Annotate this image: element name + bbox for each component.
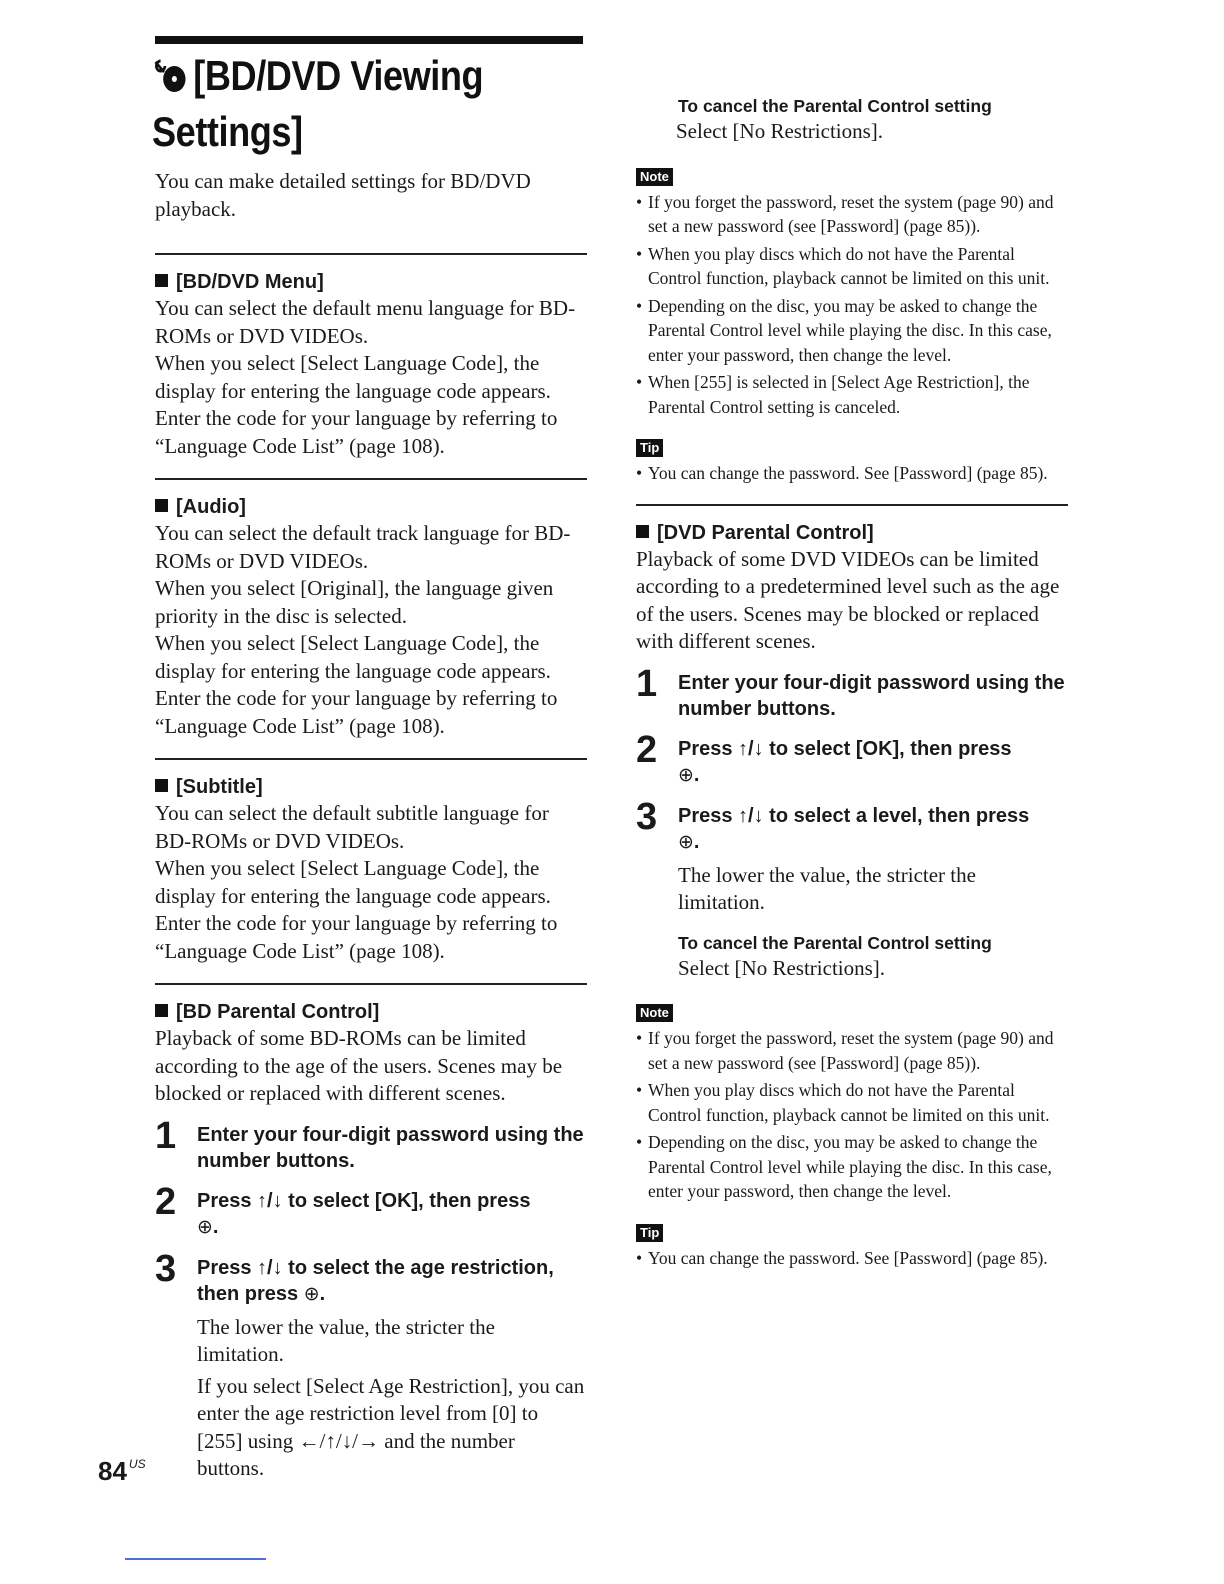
left-column xyxy=(155,168,587,1483)
step-number: 3 xyxy=(155,1247,177,1290)
section-heading: [BD/DVD Menu] xyxy=(176,271,324,293)
paragraph: When you select [Original], the language given priority in the disc is selected. xyxy=(155,576,554,628)
title-line-1: [BD/DVD Viewing xyxy=(193,52,484,99)
section-divider xyxy=(155,253,587,255)
section-dvd-parental-control xyxy=(636,520,1068,983)
tip-list xyxy=(636,461,1068,486)
bd-tip-block xyxy=(636,439,1068,486)
cancel-heading: To cancel the Parental Control setting xyxy=(678,932,992,953)
bd-note-block xyxy=(636,168,1068,420)
section-heading: [Subtitle] xyxy=(176,776,263,798)
paragraph: The lower the value, the stricter the limitation. xyxy=(678,862,976,914)
right-column xyxy=(636,94,1068,1273)
step-3: 3 Press ↑/↓ to select a level, then press ⊕. The lower the value, the stricter the limitation. xyxy=(636,803,1068,917)
section-divider xyxy=(155,758,587,760)
footer-rule xyxy=(125,1558,266,1560)
paragraph: If you select [Select Age Restriction], you can enter the age restriction level from [0] to [255] using ←/↑/↓/→ and the number buttons. xyxy=(197,1373,585,1480)
step-number: 3 xyxy=(636,795,658,838)
ok-button-icon: ⊕ xyxy=(303,1283,320,1305)
bullet-square-icon xyxy=(155,499,168,512)
step-instruction: Enter your four-digit password using the number buttons. xyxy=(197,1123,584,1172)
page-title xyxy=(152,50,530,158)
dvd-tip-block xyxy=(636,1224,1068,1271)
section-bd-parental-control xyxy=(155,999,587,1483)
note-item: • When you play discs which do not have the Parental Control function, playback cannot be limited on this unit. xyxy=(636,242,1068,291)
tip-badge: Tip xyxy=(636,1224,663,1242)
settings-disc-icon xyxy=(152,54,186,106)
section-divider xyxy=(155,983,587,985)
section-divider xyxy=(155,478,587,480)
note-item: • If you forget the password, reset the system (page 90) and set a new password (see [Password] (page 85)). xyxy=(636,190,1068,239)
paragraph: When you select [Select Language Code], the display for entering the language code appears. Enter the code for your language by referring to “Language Code List” (page 108). xyxy=(155,631,558,738)
step-number: 2 xyxy=(155,1180,177,1223)
step-instruction: Press ↑/↓ to select a level, then press xyxy=(678,804,1030,827)
cancel-heading: To cancel the Parental Control setting xyxy=(678,96,992,116)
section-heading: [BD Parental Control] xyxy=(176,1001,380,1023)
ok-button-icon: ⊕ xyxy=(197,1216,213,1238)
step-3: 3 Press ↑/↓ to select the age restriction, then press ⊕. The lower the value, the stricter the limitation. If you select [Select Age Restriction], you can enter the age restriction level from [0] to [255] using ←/↑/↓/→ and the number buttons. xyxy=(155,1255,587,1483)
paragraph: You can select the default subtitle language for BD-ROMs or DVD VIDEOs. xyxy=(155,801,549,853)
tip-badge: Tip xyxy=(636,439,663,457)
dvd-note-block xyxy=(636,1004,1068,1204)
bullet-square-icon xyxy=(155,274,168,287)
paragraph: When you select [Select Language Code], the display for entering the language code appears. Enter the code for your language by referring to “Language Code List” (page 108). xyxy=(155,351,558,458)
bd-cancel-block xyxy=(636,94,1068,146)
bullet-square-icon xyxy=(155,1004,168,1017)
note-item: • When [255] is selected in [Select Age Restriction], the Parental Control setting is canceled. xyxy=(636,370,1068,419)
note-list xyxy=(636,1026,1068,1204)
step-instruction: Press ↑/↓ to select the age restriction, then press xyxy=(197,1256,554,1305)
note-badge: Note xyxy=(636,1004,673,1022)
step-instruction: Enter your four-digit password using the number buttons. xyxy=(678,671,1065,720)
page-number-value: 84 xyxy=(98,1456,127,1486)
note-item: • Depending on the disc, you may be asked to change the Parental Control level while playing the disc. In this case, enter your password, then change the level. xyxy=(636,1130,1068,1204)
intro-text: You can make detailed settings for BD/DVD playback. xyxy=(155,169,531,221)
section-heading: [DVD Parental Control] xyxy=(657,521,874,544)
section-audio xyxy=(155,494,587,740)
title-line-2: Settings] xyxy=(152,108,303,155)
step-1 xyxy=(155,1114,587,1174)
note-item: • When you play discs which do not have the Parental Control function, playback cannot be limited on this unit. xyxy=(636,1078,1068,1127)
dvd-cancel-block xyxy=(636,931,1068,983)
note-item: • Depending on the disc, you may be asked to change the Parental Control level while playing the disc. In this case, enter your password, then change the level. xyxy=(636,294,1068,368)
paragraph: When you select [Select Language Code], the display for entering the language code appears. Enter the code for your language by referring to “Language Code List” (page 108). xyxy=(155,856,558,963)
title-rule xyxy=(155,36,583,44)
note-badge: Note xyxy=(636,168,673,186)
note-item: • If you forget the password, reset the system (page 90) and set a new password (see [Password] (page 85)). xyxy=(636,1026,1068,1075)
cancel-text: Select [No Restrictions]. xyxy=(678,955,886,980)
paragraph: Playback of some BD-ROMs can be limited according to the age of the users. Scenes may be blocked or replaced with different scenes. xyxy=(155,1026,563,1105)
bullet-square-icon xyxy=(155,779,168,792)
step-2: 2 Press ↑/↓ to select [OK], then press ⊕. xyxy=(155,1180,531,1238)
step-instruction: Press ↑/↓ to select [OK], then press xyxy=(197,1189,531,1212)
tip-item: • You can change the password. See [Password] (page 85). xyxy=(636,1246,1068,1271)
paragraph: You can select the default track language for BD-ROMs or DVD VIDEOs. xyxy=(155,521,571,573)
step-number: 1 xyxy=(636,662,658,705)
step-2: 2 Press ↑/↓ to select [OK], then press ⊕. xyxy=(636,728,1012,786)
step-1 xyxy=(636,662,1068,722)
page-number xyxy=(98,1456,146,1487)
section-heading: [Audio] xyxy=(176,496,246,518)
tip-item: • You can change the password. See [Password] (page 85). xyxy=(636,461,1068,486)
note-list xyxy=(636,190,1068,420)
section-bd-dvd-menu xyxy=(155,269,587,460)
ok-button-icon: ⊕ xyxy=(678,831,694,853)
paragraph: Playback of some DVD VIDEOs can be limited according to a predetermined level such as the age of the users. Scenes may be blocked or replaced with different scenes. xyxy=(636,546,1060,653)
paragraph: You can select the default menu language for BD-ROMs or DVD VIDEOs. xyxy=(155,296,576,348)
step-number: 1 xyxy=(155,1114,177,1157)
tip-list xyxy=(636,1246,1068,1271)
bullet-square-icon xyxy=(636,525,649,538)
section-subtitle xyxy=(155,774,587,965)
ok-button-icon: ⊕ xyxy=(678,764,694,786)
step-number: 2 xyxy=(636,728,658,771)
region-code: US xyxy=(128,1457,146,1471)
cancel-text: Select [No Restrictions]. xyxy=(676,119,884,143)
paragraph: The lower the value, the stricter the limitation. xyxy=(197,1314,495,1366)
section-divider xyxy=(636,504,1068,506)
step-instruction: Press ↑/↓ to select [OK], then press xyxy=(678,737,1012,760)
